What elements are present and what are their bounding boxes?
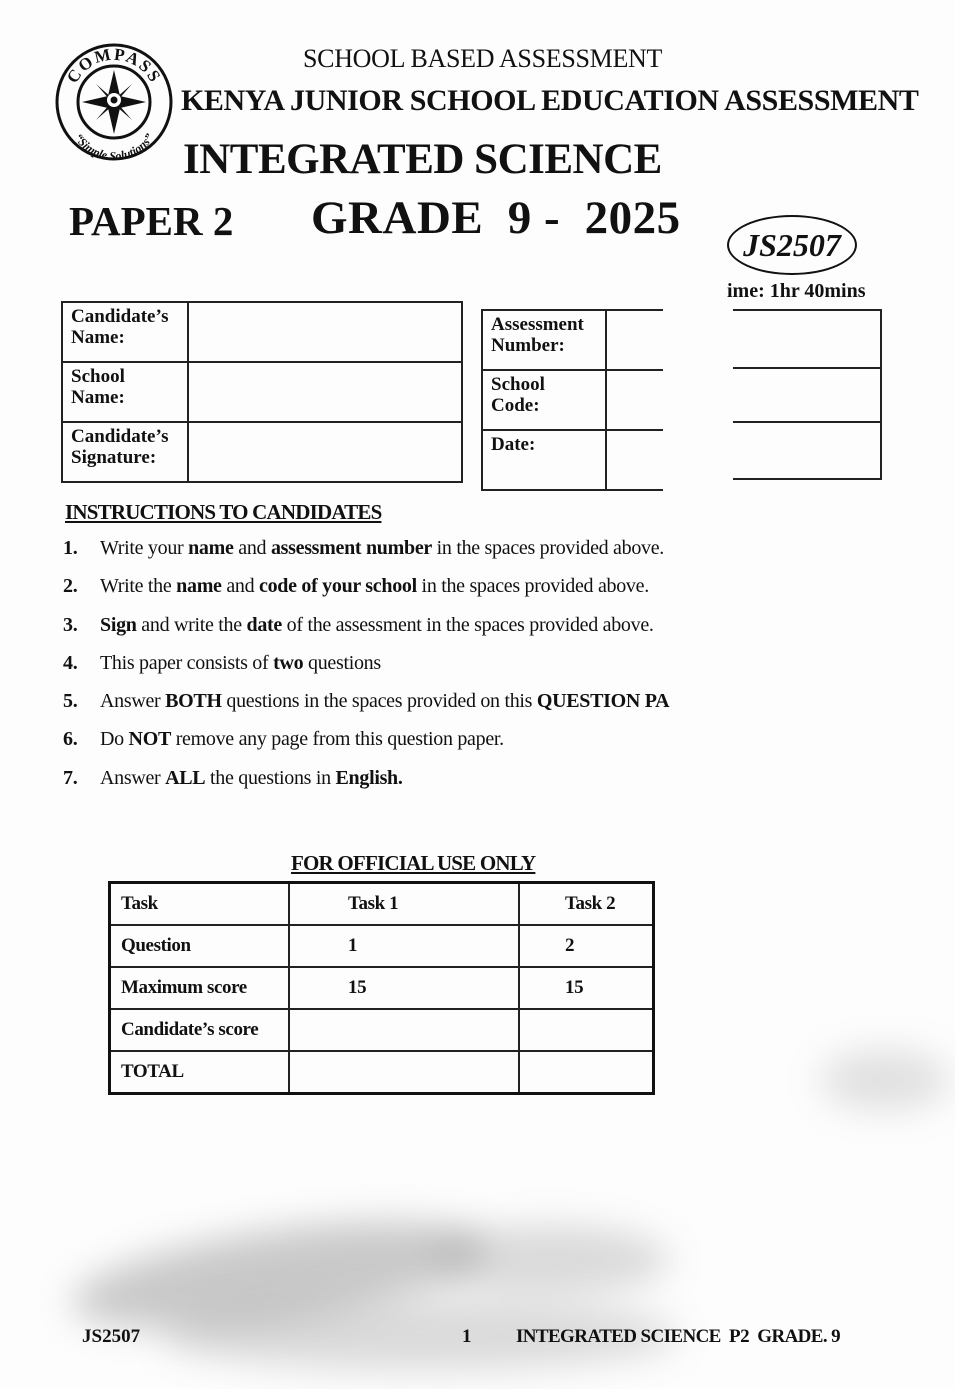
instruction-number: 3. xyxy=(63,613,78,636)
instruction-item xyxy=(63,575,703,613)
instruction-text: Write your name and assessment number in the spaces provided above. xyxy=(100,537,665,559)
svg-text:“Simple Solutions” xyxy=(72,131,157,162)
instructions-title: INSTRUCTIONS TO CANDIDATES xyxy=(65,500,382,524)
logo-brand: COMPASS xyxy=(62,44,166,87)
assessment-details-table xyxy=(481,309,663,491)
subject-title: INTEGRATED SCIENCE xyxy=(183,136,662,183)
assessment-type: SCHOOL BASED ASSESSMENT xyxy=(303,44,663,73)
school-name-label: School Name: xyxy=(62,362,188,422)
assessment-number-field[interactable] xyxy=(606,310,663,370)
instruction-number: 1. xyxy=(63,537,78,559)
candidate-signature-field[interactable] xyxy=(188,422,462,482)
official-use-row xyxy=(110,1051,654,1094)
compass-logo xyxy=(54,42,174,162)
official-use-cell: 15 xyxy=(519,967,654,1009)
exam-name: KENYA JUNIOR SCHOOL EDUCATION ASSESSMENT xyxy=(181,84,919,117)
footer-paper-code: JS2507 xyxy=(82,1326,141,1347)
instruction-text: Write the name and code of your school in the spaces provided above. xyxy=(100,575,649,598)
candidate-name-field[interactable] xyxy=(188,302,462,362)
instruction-number: 7. xyxy=(63,766,78,789)
instruction-item xyxy=(63,614,703,652)
official-use-row xyxy=(110,1009,654,1051)
official-use-row xyxy=(110,967,654,1009)
candidate-name-label: Candidate’s Name: xyxy=(62,302,188,362)
instruction-number: 6. xyxy=(63,728,78,751)
official-use-row xyxy=(110,925,654,967)
time-allowed: ime: 1hr 40mins xyxy=(727,280,866,302)
paper-number: PAPER 2 xyxy=(69,198,234,244)
official-use-cell: Task 2 xyxy=(519,883,654,926)
score-entry-cell[interactable] xyxy=(289,1009,519,1051)
official-use-row-label: Candidate’s score xyxy=(110,1009,290,1051)
instruction-number: 4. xyxy=(63,651,78,674)
instruction-text: Sign and write the date of the assessment in the spaces provided above. xyxy=(100,613,654,636)
date-label: Date: xyxy=(482,430,606,490)
assessment-number-label: Assessment Number: xyxy=(482,310,606,370)
school-code-field[interactable] xyxy=(606,370,663,430)
instruction-text: Answer BOTH questions in the spaces provided on this QUESTION PA xyxy=(100,690,670,713)
instruction-text: This paper consists of two questions xyxy=(100,651,381,674)
official-use-row xyxy=(110,883,654,926)
instructions-list xyxy=(63,537,703,805)
instruction-item xyxy=(63,652,703,690)
grade-year: GRADE 9 - 2025 xyxy=(311,192,681,244)
school-name-field[interactable] xyxy=(188,362,462,422)
paper-code-badge: JS2507 xyxy=(727,215,857,275)
official-use-row-label: Task xyxy=(110,883,290,926)
instruction-item xyxy=(63,728,703,766)
official-use-row-label: Question xyxy=(110,925,290,967)
instruction-item xyxy=(63,767,703,805)
instruction-item xyxy=(63,690,703,728)
candidate-signature-label: Candidate’s Signature: xyxy=(62,422,188,482)
date-field[interactable] xyxy=(606,430,663,490)
candidate-details-table xyxy=(61,301,463,483)
score-entry-cell[interactable] xyxy=(519,1009,654,1051)
instruction-item xyxy=(63,537,703,575)
instruction-number: 5. xyxy=(63,690,78,713)
score-entry-cell[interactable] xyxy=(519,1051,654,1094)
official-use-cell: 2 xyxy=(519,925,654,967)
official-use-cell: 1 xyxy=(289,925,519,967)
instruction-number: 2. xyxy=(63,575,78,598)
logo-tagline: “Simple Solutions” xyxy=(71,131,157,162)
instruction-text: Do NOT remove any page from this question paper. xyxy=(100,728,504,751)
official-use-table xyxy=(108,881,655,1095)
school-code-label: School Code: xyxy=(482,370,606,430)
official-use-cell: Task 1 xyxy=(289,883,519,926)
official-use-title: FOR OFFICIAL USE ONLY xyxy=(291,851,536,875)
footer-title: INTEGRATED SCIENCE P2 GRADE. 9 xyxy=(516,1326,841,1347)
score-entry-cell[interactable] xyxy=(289,1051,519,1094)
compass-star-icon xyxy=(54,42,174,162)
official-use-row-label: Maximum score xyxy=(110,967,290,1009)
assessment-number-boxes[interactable] xyxy=(733,309,882,480)
footer-page-number: 1 xyxy=(462,1326,472,1347)
official-use-row-label: TOTAL xyxy=(110,1051,290,1094)
official-use-cell: 15 xyxy=(289,967,519,1009)
instruction-text: Answer ALL the questions in English. xyxy=(100,766,403,789)
